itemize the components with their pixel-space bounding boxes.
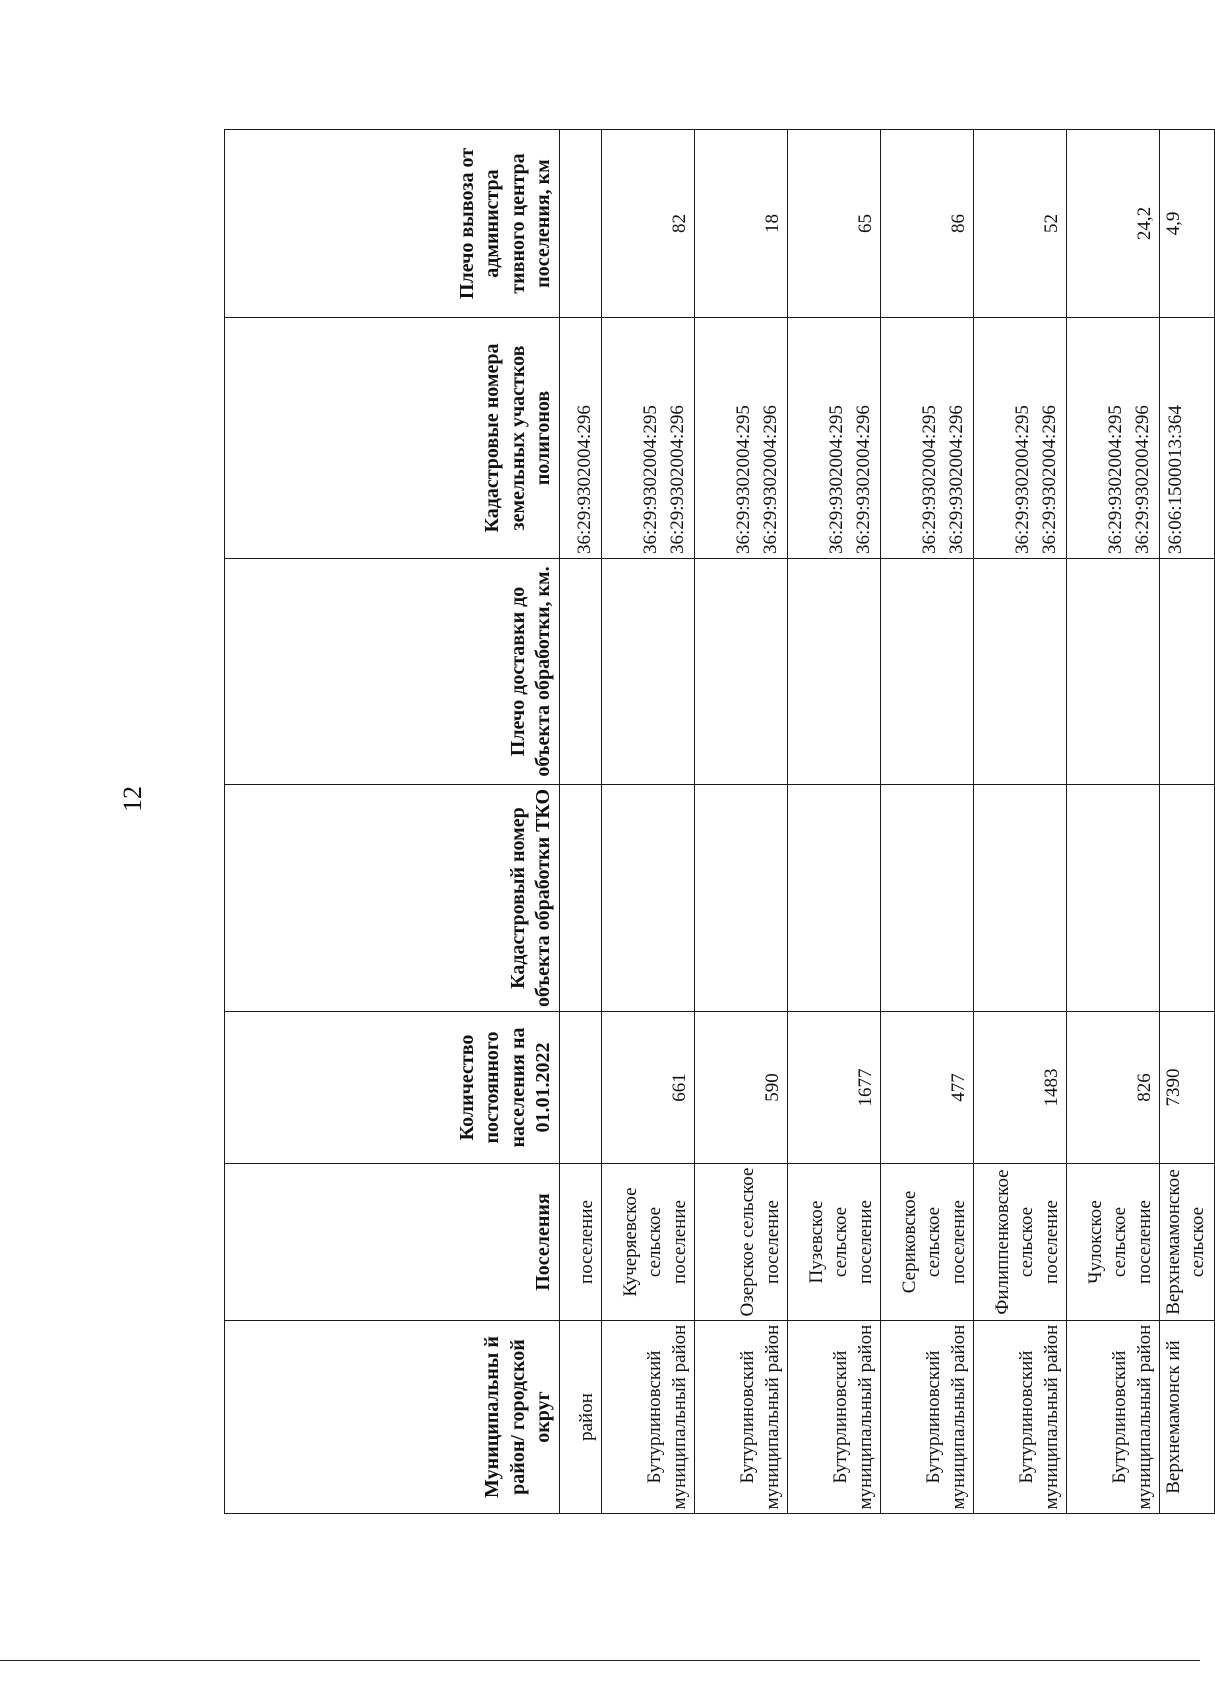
header-population: Количество постоянного населения на 01.01.2022 xyxy=(225,1012,560,1164)
export-distance-cell: 4,9 xyxy=(1160,130,1215,318)
cadastral-plot-number: 36:29:9302004:296 xyxy=(760,405,782,554)
cadastral-plot-number: 36:29:9302004:296 xyxy=(1132,405,1154,554)
export-distance-cell: 52 xyxy=(974,130,1067,318)
population-cell: 590 xyxy=(695,1012,788,1164)
cadastral-plots-cell xyxy=(974,318,1067,559)
cadastral-object-cell xyxy=(788,785,881,1012)
export-distance-cell: 65 xyxy=(788,130,881,318)
cadastral-plot-number: 36:29:9302004:295 xyxy=(918,405,940,554)
delivery-distance-cell xyxy=(881,559,974,785)
delivery-distance-cell xyxy=(602,559,695,785)
header-settlement: Поселения xyxy=(225,1164,560,1321)
export-distance-cell xyxy=(560,130,602,318)
table-row xyxy=(602,130,695,1514)
export-distance-cell: 18 xyxy=(695,130,788,318)
district-cell: Бутурлиновский муниципальный район xyxy=(974,1321,1067,1514)
cadastral-plots-cell xyxy=(1067,318,1160,559)
cadastral-object-cell xyxy=(560,785,602,1012)
district-cell: Бутурлиновский муниципальный район xyxy=(602,1321,695,1514)
cadastral-object-cell xyxy=(881,785,974,1012)
table-row xyxy=(1160,130,1215,1514)
settlement-cell: Филиппенковское сельское поселение xyxy=(974,1164,1067,1321)
table-row xyxy=(695,130,788,1514)
population-cell: 661 xyxy=(602,1012,695,1164)
cadastral-object-cell xyxy=(602,785,695,1012)
cadastral-plot-number: 36:29:9302004:296 xyxy=(667,405,689,554)
header-cadastral-object: Кадастровый номер объекта обработки ТКО xyxy=(225,785,560,1012)
cadastral-plot-number: 36:29:9302004:295 xyxy=(639,405,661,554)
table-wrapper xyxy=(224,130,1209,1514)
cadastral-plot-number: 36:06:1500013:364 xyxy=(1165,405,1186,554)
cadastral-plots-cell xyxy=(881,318,974,559)
header-district: Муниципальны й район/ городской округ xyxy=(225,1321,560,1514)
delivery-distance-cell xyxy=(974,559,1067,785)
district-cell: Верхнемамонск ий xyxy=(1160,1321,1215,1514)
cadastral-plot-number: 36:29:9302004:296 xyxy=(1039,405,1061,554)
cadastral-plots-cell xyxy=(602,318,695,559)
population-cell: 826 xyxy=(1067,1012,1160,1164)
cadastral-plots-cell xyxy=(560,318,602,559)
settlement-cell: Пузевское сельское поселение xyxy=(788,1164,881,1321)
cadastral-object-cell xyxy=(1160,785,1215,1012)
header-export-distance: Плечо вывоза от администра тивного центра поселения, км xyxy=(225,130,560,318)
settlement-cell: Озерское сельское поселение xyxy=(695,1164,788,1321)
cadastral-plot-number: 36:29:9302004:296 xyxy=(853,405,875,554)
settlement-cell: Кучеряевское сельское поселение xyxy=(602,1164,695,1321)
population-cell xyxy=(560,1012,602,1164)
table-row xyxy=(881,130,974,1514)
export-distance-cell: 24,2 xyxy=(1067,130,1160,318)
cadastral-plot-number: 36:29:9302004:296 xyxy=(574,405,596,554)
export-distance-cell: 86 xyxy=(881,130,974,318)
population-cell: 1677 xyxy=(788,1012,881,1164)
page-number: 12 xyxy=(118,786,147,812)
cadastral-plot-number: 36:29:9302004:295 xyxy=(1104,405,1126,554)
table-row xyxy=(788,130,881,1514)
cadastral-object-cell xyxy=(695,785,788,1012)
delivery-distance-cell xyxy=(695,559,788,785)
population-cell: 7390 xyxy=(1160,1012,1215,1164)
cadastral-plot-number: 36:29:9302004:295 xyxy=(1011,405,1033,554)
delivery-distance-cell xyxy=(788,559,881,785)
district-cell: Бутурлиновский муниципальный район xyxy=(695,1321,788,1514)
settlement-cell: Сериковское сельское поселение xyxy=(881,1164,974,1321)
population-cell: 1483 xyxy=(974,1012,1067,1164)
header-delivery-distance: Плечо доставки до объекта обработки, км. xyxy=(225,559,560,785)
settlement-cell: Верхнемамонское сельское xyxy=(1160,1164,1215,1321)
district-cell: район xyxy=(560,1321,602,1514)
table-row xyxy=(560,130,602,1514)
cadastral-object-cell xyxy=(974,785,1067,1012)
settlement-cell: Чулокское сельское поселение xyxy=(1067,1164,1160,1321)
district-cell: Бутурлиновский муниципальный район xyxy=(1067,1321,1160,1514)
header-cadastral-plots: Кадастровые номера земельных участков полигонов xyxy=(225,318,560,559)
delivery-distance-cell xyxy=(1067,559,1160,785)
cadastral-plot-number: 36:29:9302004:296 xyxy=(946,405,968,554)
delivery-distance-cell xyxy=(560,559,602,785)
waste-export-table xyxy=(224,129,1215,1514)
table-row xyxy=(1067,130,1160,1514)
cadastral-plots-cell xyxy=(695,318,788,559)
settlement-cell: поселение xyxy=(560,1164,602,1321)
district-cell: Бутурлиновский муниципальный район xyxy=(788,1321,881,1514)
cadastral-plot-number: 36:29:9302004:295 xyxy=(732,405,754,554)
cadastral-plots-cell xyxy=(1160,318,1215,559)
cadastral-plots-cell xyxy=(788,318,881,559)
table-row xyxy=(974,130,1067,1514)
cadastral-object-cell xyxy=(1067,785,1160,1012)
export-distance-cell: 82 xyxy=(602,130,695,318)
header-row xyxy=(225,130,560,1514)
delivery-distance-cell xyxy=(1160,559,1215,785)
district-cell: Бутурлиновский муниципальный район xyxy=(881,1321,974,1514)
population-cell: 477 xyxy=(881,1012,974,1164)
bottom-rule xyxy=(0,1660,1200,1661)
cadastral-plot-number: 36:29:9302004:295 xyxy=(825,405,847,554)
rotated-table-container xyxy=(224,130,1209,1514)
